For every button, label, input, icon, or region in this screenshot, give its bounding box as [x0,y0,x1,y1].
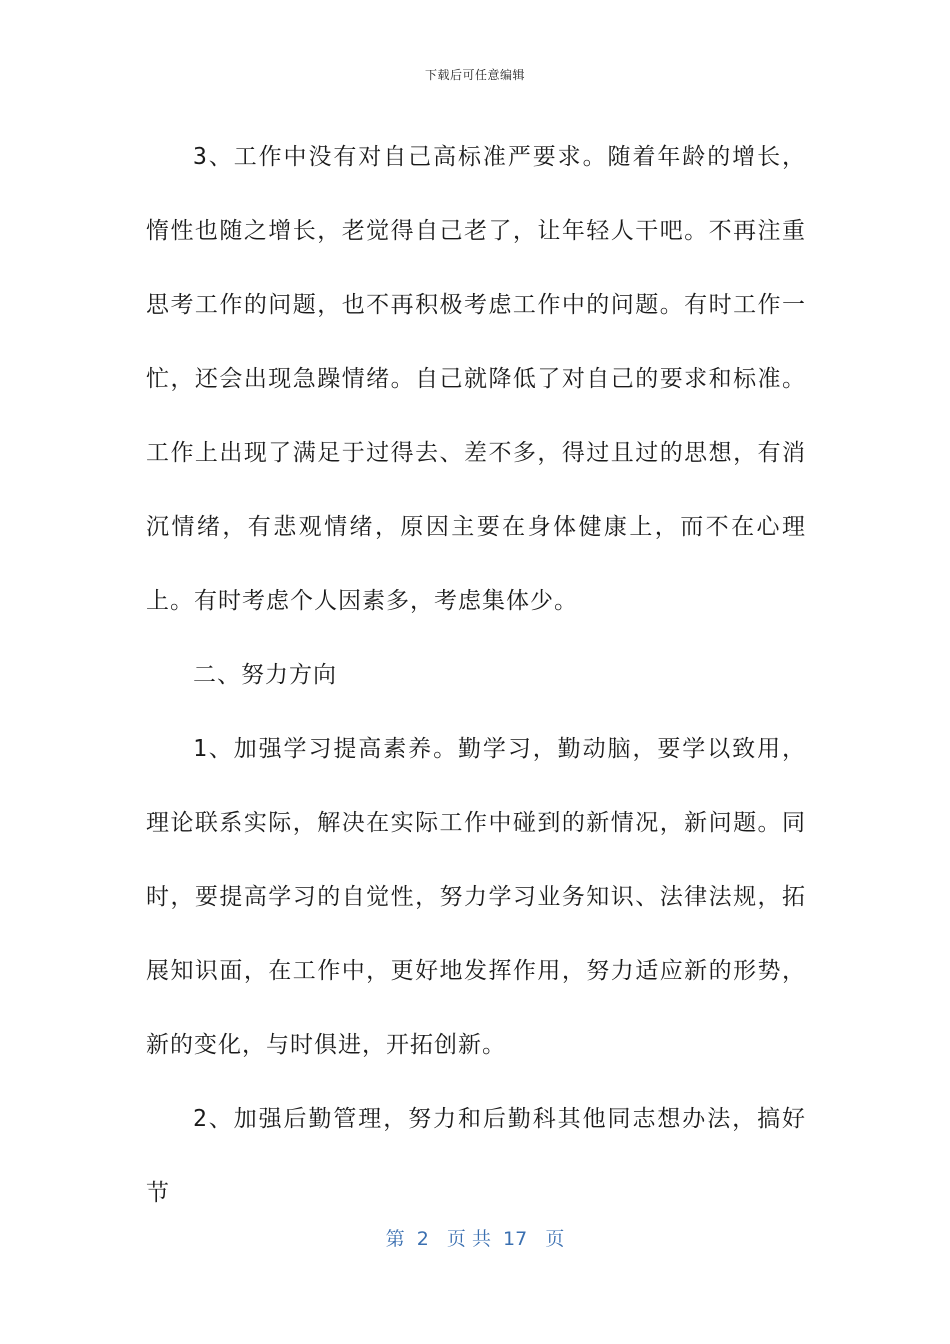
page-header: 下载后可任意编辑 [424,68,525,82]
page-number: 第 2 页 共 17 页 [385,1228,565,1250]
paragraph-self-standards: 3、工作中没有对自己高标准严要求。随着年龄的增长，惰性也随之增长，老觉得自己老了，让年轻人干吧。不再注重思考工作的问题，也不再积极考虑工作中的问题。有时工作一忙，还会出现急躁情绪。自己就降低了对自己的要求和标准。工作上出现了满足于过得去、差不多，得过且过的思想，有消沉情绪，有悲观情绪，原因主要在身体健康上，而不在心理上。有时考虑个人因素多，考虑集体少。 [146,144,806,614]
paragraph-logistics: 2、加强后勤管理，努力和后勤科其他同志想办法，搞好节 [146,1106,806,1206]
paragraph-study: 1、加强学习提高素养。勤学习，勤动脑，要学以致用，理论联系实际，解决在实际工作中碰到的新情况，新问题。同时，要提高学习的自觉性，努力学习业务知识、法律法规，拓展知识面，在工作中，更好地发挥作用，努力适应新的形势，新的变化，与时俱进，开拓创新。 [146,736,806,1058]
section-heading-direction: 二、努力方向 [193,662,337,688]
document-body [146,120,806,1230]
